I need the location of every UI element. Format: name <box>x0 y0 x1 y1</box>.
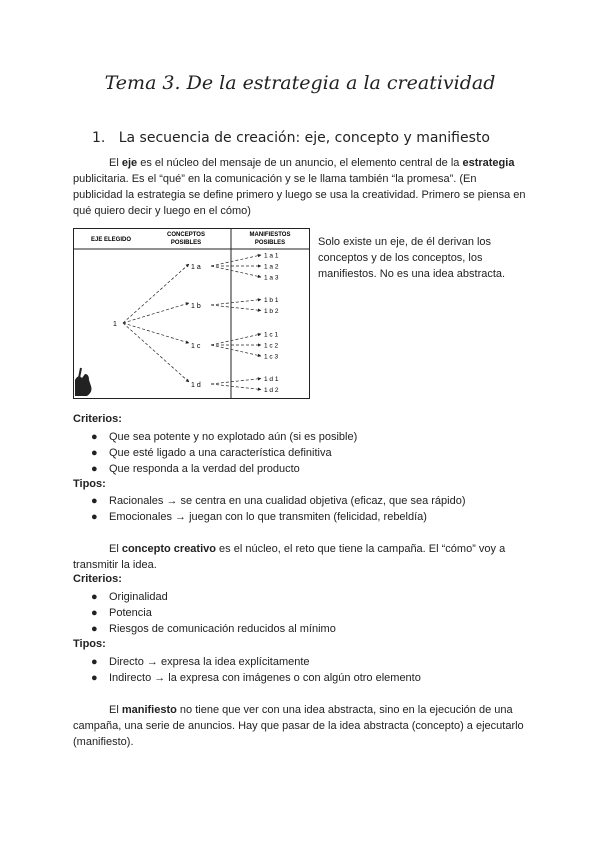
list-item: ● Originalidad <box>91 591 168 603</box>
list-item: ● Que sea potente y no explotado aún (si es posible) <box>91 431 358 443</box>
list-item: ● Que esté ligado a una característica definitiva <box>91 447 332 459</box>
list-item: ● Riesgos de comunicación reducidos al mínimo <box>91 623 336 635</box>
list-item-text: Indirecto → la expresa con imágenes o con algún otro elemento <box>109 672 421 684</box>
page-title: Tema 3. De la estrategia a la creatividad <box>104 72 496 94</box>
manifest-node: 1 a 1 <box>264 252 279 260</box>
eje-concepto-manifiesto-diagram <box>73 228 311 400</box>
section-number: 1. <box>92 130 106 146</box>
root-to-concept-arrow <box>123 323 189 343</box>
root-to-concept-arrow <box>123 323 189 382</box>
diagram-side-note: Solo existe un eje, de él derivan los conceptos y de los conceptos, los manifiestos. No es una idea abstracta. <box>318 236 506 280</box>
concept-to-manifest-arrow <box>211 305 261 311</box>
concept-to-manifest-arrow <box>211 334 261 345</box>
root-node: 1 <box>113 321 117 328</box>
list-item: ● Potencia <box>91 607 152 619</box>
manifest-node: 1 a 2 <box>264 263 279 271</box>
concept-to-manifest-arrow <box>211 384 261 390</box>
list-item-text: Directo → expresa la idea explícitamente <box>109 656 310 668</box>
manifest-node: 1 d 2 <box>264 387 279 394</box>
term-concepto: concepto creativo <box>121 543 216 555</box>
concept-node: 1 d <box>191 382 201 389</box>
manifest-node: 1 b 2 <box>264 308 279 315</box>
header-eje: EJE ELEGIDO <box>90 237 132 243</box>
text: El <box>109 157 122 169</box>
text: es el núcleo, el reto que tiene la campaña. El “cómo” voy a transmitir la idea. <box>73 543 506 571</box>
text: El <box>109 543 122 555</box>
list-item-text: Que sea potente y no explotado aún (si es posible) <box>109 431 358 443</box>
criterios-label: Criterios: <box>73 573 122 585</box>
criterios-label: Criterios: <box>73 413 122 425</box>
tipos-label: Tipos: <box>73 638 106 650</box>
section-title: La secuencia de creación: eje, concepto y manifiesto <box>118 130 490 146</box>
manifest-node: 1 c 2 <box>264 342 279 350</box>
list-item-text: Racionales → se centra en una cualidad objetiva (eficaz, que sea rápido) <box>109 495 466 507</box>
text: publicitaria. Es el “qué” en la comunicación y se le llama también “la promesa”. (En publicidad la estrategia se define primero y luego se usa la creatividad. Primero se piensa en qué quiero decir y luego en el cómo) <box>73 173 526 217</box>
header-conceptos: CONCEPTOS <box>167 232 205 238</box>
concept-to-manifest-arrow <box>211 266 261 277</box>
list-item-text: Potencia <box>109 607 152 619</box>
list-item: ● Que responda a la verdad del producto <box>91 463 300 475</box>
header-manifiestos: MANIFIESTOS <box>249 232 291 238</box>
section-heading <box>92 130 490 146</box>
concept-node: 1 b <box>191 303 201 310</box>
list-item-text: Emocionales → juegan con lo que transmiten (felicidad, rebeldía) <box>109 511 427 523</box>
root-to-concept-arrow <box>123 264 189 323</box>
text: El <box>109 704 122 716</box>
hand-icon <box>75 368 92 396</box>
concept-to-manifest-arrow <box>211 345 261 356</box>
concept-to-manifest-arrow <box>211 255 261 266</box>
text: no tiene que ver con una idea abstracta, sino en la ejecución de una campaña, una serie de anuncios. Hay que pasar de la idea abstracta (concepto) a ejecutarlo (manifiesto). <box>73 704 524 748</box>
concept-node: 1 a <box>191 264 201 271</box>
header-manifiestos-sub: POSIBLES <box>254 240 286 246</box>
list-item-text: Que esté ligado a una característica definitiva <box>109 447 332 459</box>
concepto-paragraph <box>73 541 528 573</box>
intro-paragraph <box>73 155 528 219</box>
tipos-label: Tipos: <box>73 478 106 490</box>
list-item: ● Racionales → se centra en una cualidad objetiva (eficaz, que sea rápido) <box>91 495 466 507</box>
list-item-text: Que responda a la verdad del producto <box>109 463 300 475</box>
concept-node: 1 c <box>191 343 201 350</box>
list-item: ● Directo → expresa la idea explícitamente <box>91 656 310 668</box>
term-estrategia: estrategia <box>462 157 515 169</box>
manifest-node: 1 c 3 <box>264 353 279 361</box>
manifiesto-paragraph <box>73 702 528 750</box>
concept-to-manifest-arrow <box>211 379 261 385</box>
list-item: ● Indirecto → la expresa con imágenes o con algún otro elemento <box>91 672 421 684</box>
manifest-node: 1 a 3 <box>264 274 279 282</box>
term-eje: eje <box>121 157 138 169</box>
header-conceptos-sub: POSIBLES <box>170 240 202 246</box>
manifest-node: 1 c 1 <box>264 331 279 339</box>
list-item-text: Riesgos de comunicación reducidos al mínimo <box>109 623 336 635</box>
text: es el núcleo del mensaje de un anuncio, el elemento central de la <box>137 157 463 169</box>
term-manifiesto: manifiesto <box>121 704 177 716</box>
root-to-concept-arrow <box>123 303 189 323</box>
concept-to-manifest-arrow <box>211 300 261 306</box>
list-item-text: Originalidad <box>109 591 168 603</box>
manifest-node: 1 d 1 <box>264 376 279 383</box>
list-item: ● Emocionales → juegan con lo que transmiten (felicidad, rebeldía) <box>91 511 427 523</box>
manifest-node: 1 b 1 <box>264 297 279 304</box>
